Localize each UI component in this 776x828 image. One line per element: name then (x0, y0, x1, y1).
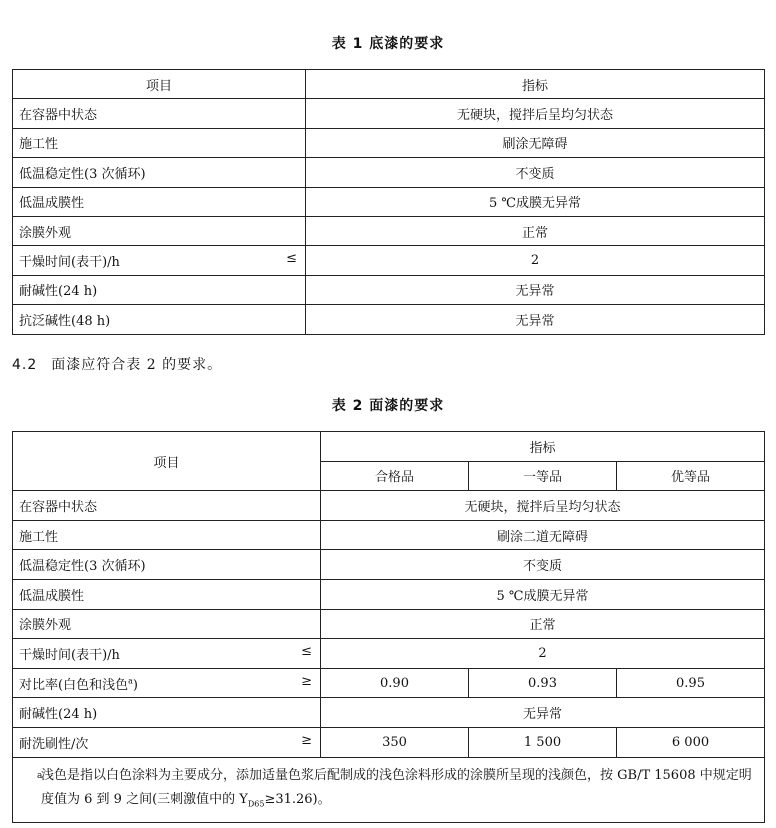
table2-item (13, 550, 321, 580)
table-row (13, 491, 765, 521)
table-row (13, 609, 765, 639)
table1-header-index: 指标 (306, 70, 765, 99)
table-row (13, 128, 765, 157)
footnote-subscript: D65 (247, 799, 265, 809)
table2-value: 无异常 (321, 698, 765, 728)
table1-item (13, 216, 306, 245)
table1-value: 正常 (306, 216, 765, 245)
table1-item (13, 246, 306, 275)
table1-item (13, 128, 306, 157)
table2-value: 正常 (321, 609, 765, 639)
table1 (12, 69, 765, 335)
table2-value: 5 ℃成膜无异常 (321, 579, 765, 609)
item-label: 耐碱性(24 h) (19, 707, 98, 723)
table2-header-row (13, 432, 765, 462)
table2-value-qualified: 350 (321, 727, 469, 757)
table2 (12, 431, 765, 823)
table1-header-item: 项目 (13, 70, 306, 99)
table2-item (13, 520, 321, 550)
table1-value: 2 (306, 246, 765, 275)
table1-value: 无异常 (306, 275, 765, 304)
table-row (13, 639, 765, 669)
item-label: 抗泛碱性(48 h) (19, 313, 111, 329)
table2-item (13, 639, 321, 669)
table-row (13, 246, 765, 275)
item-label: 低温稳定性(3 次循环) (19, 559, 146, 575)
table2-value-qualified: 0.90 (321, 668, 469, 698)
table1-item (13, 187, 306, 216)
table2-value: 刷涂二道无障碍 (321, 520, 765, 550)
table-row (13, 550, 765, 580)
table-row (13, 520, 765, 550)
item-label: 耐碱性(24 h) (19, 284, 98, 300)
table2-value-first-class: 0.93 (469, 668, 617, 698)
item-label-suffix: ) (132, 677, 138, 693)
table-row (13, 216, 765, 245)
item-label: 低温成膜性 (19, 588, 85, 604)
table1-title: 表 1 底漆的要求 (331, 36, 445, 52)
item-label: 耐洗刷性/次 (19, 736, 89, 752)
table2-value: 2 (321, 639, 765, 669)
table-row (13, 727, 765, 757)
table2-value-superior: 6 000 (617, 727, 765, 757)
table-row (13, 698, 765, 728)
item-label: 干燥时间(表干)/h (19, 647, 120, 663)
table2-value: 不变质 (321, 550, 765, 580)
comparison-symbol: ≥ (301, 673, 312, 689)
item-label: 低温稳定性(3 次循环) (19, 166, 146, 182)
table-row (13, 158, 765, 187)
clause-4-2 (12, 354, 222, 374)
table2-value-first-class: 1 500 (469, 727, 617, 757)
grade-superior: 优等品 (617, 461, 765, 491)
table2-item (13, 579, 321, 609)
comparison-symbol: ≤ (301, 643, 312, 659)
grade-first-class: 一等品 (469, 461, 617, 491)
footnote-text-end: ≥31.26)。 (264, 791, 331, 807)
item-label: 干燥时间(表干)/h (19, 255, 120, 271)
footnote-mark: a (37, 770, 43, 781)
table2-title: 表 2 面漆的要求 (331, 398, 445, 414)
table1-value: 无硬块，搅拌后呈均匀状态 (306, 99, 765, 128)
comparison-symbol: ≤ (286, 251, 297, 267)
table2-footnote-row (13, 757, 765, 823)
table2-value: 无硬块，搅拌后呈均匀状态 (321, 491, 765, 521)
clause-text: 面漆应符合表 2 的要求。 (51, 357, 223, 373)
table2-value-superior: 0.95 (617, 668, 765, 698)
table2-item (13, 727, 321, 757)
table1-item (13, 99, 306, 128)
item-label: 在容器中状态 (19, 108, 98, 124)
item-label: 低温成膜性 (19, 196, 85, 212)
table-row (13, 668, 765, 698)
table1-item (13, 305, 306, 334)
table1-item (13, 158, 306, 187)
table1-value: 5 ℃成膜无异常 (306, 187, 765, 216)
item-label: 涂膜外观 (19, 225, 72, 241)
table1-item (13, 275, 306, 304)
table1-value: 不变质 (306, 158, 765, 187)
item-label: 对比率(白色和浅色 (19, 677, 129, 693)
table2-item (13, 491, 321, 521)
table1-value: 刷涂无障碍 (306, 128, 765, 157)
table1-value: 无异常 (306, 305, 765, 334)
table-row (13, 99, 765, 128)
table-row (13, 579, 765, 609)
table-row (13, 187, 765, 216)
table-row (13, 305, 765, 334)
footnote-mark: a (128, 676, 133, 686)
table2-footnote (13, 757, 765, 823)
comparison-symbol: ≥ (301, 732, 312, 748)
item-label: 在容器中状态 (19, 499, 98, 515)
item-label: 施工性 (19, 529, 59, 545)
grade-qualified: 合格品 (321, 461, 469, 491)
table2-item (13, 698, 321, 728)
table1-header-row (13, 70, 765, 99)
table2-header-item: 项目 (13, 432, 321, 491)
table2-header-index: 指标 (321, 432, 765, 462)
clause-number: 4.2 (12, 357, 38, 373)
footnote-text: 浅色是指以白色涂料为主要成分，添加适量色浆后配制成的浅色涂料形成的涂膜所呈现的浅颜色，按 GB/T 15608 中规定明度值为 6 到 9 之间(三刺激值中的 Y (41, 767, 752, 807)
item-label: 施工性 (19, 137, 59, 153)
table2-item (13, 609, 321, 639)
item-label: 涂膜外观 (19, 618, 72, 634)
table-row (13, 275, 765, 304)
table2-item (13, 668, 321, 698)
